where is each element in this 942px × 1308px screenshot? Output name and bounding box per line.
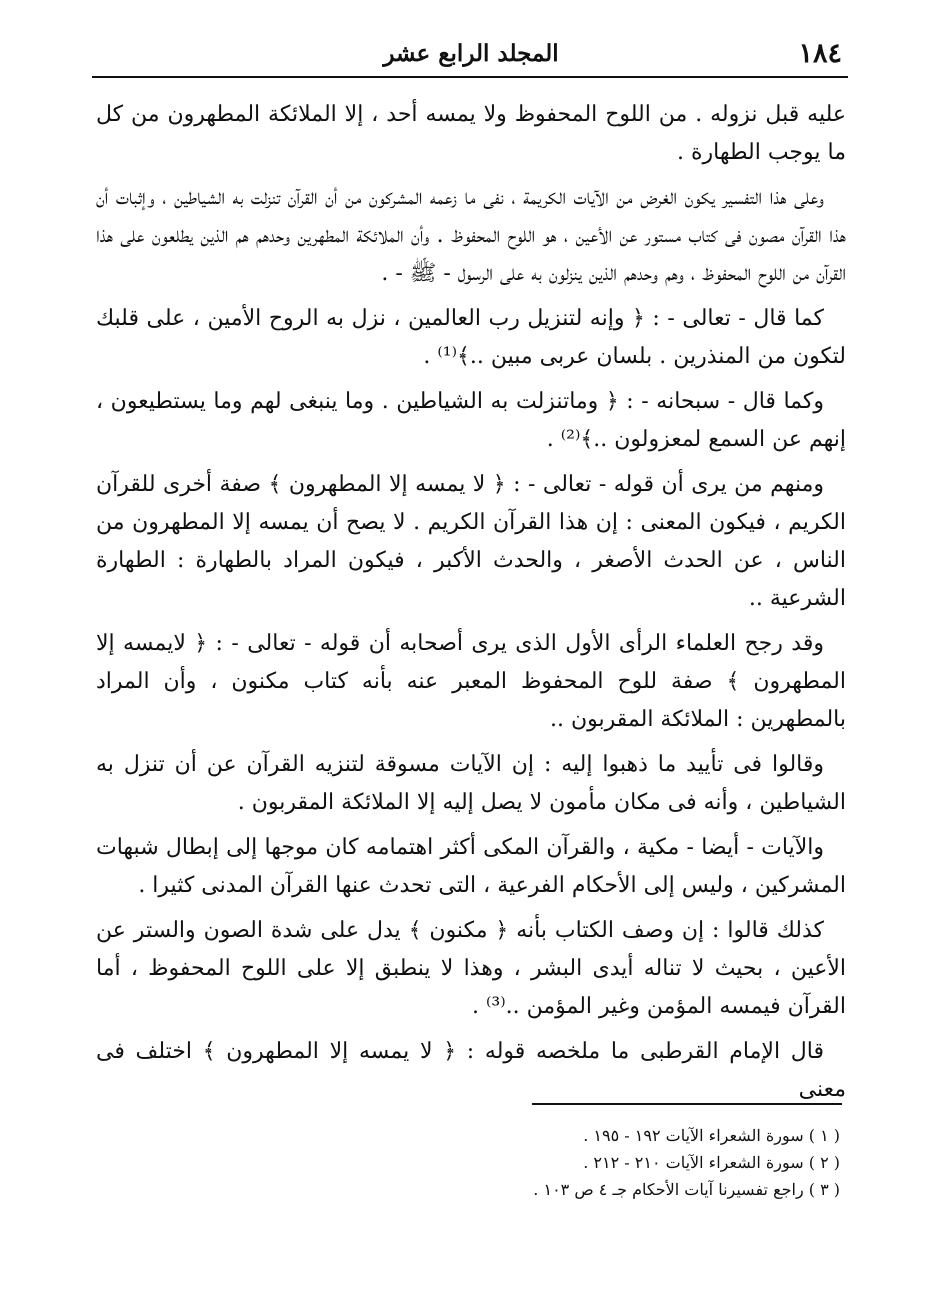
body-text — [96, 96, 846, 1116]
footnote: ( ١ ) سورة الشعراء الآيات ١٩٢ - ١٩٥ . — [583, 1126, 840, 1145]
paragraph: عليه قبل نزوله . من اللوح المحفوظ ولا يمسه أحد ، إلا الملائكة المطهرون من كل ما يوجب الطهارة . — [96, 102, 846, 165]
page-header — [88, 28, 854, 76]
footnote: ( ٣ ) راجع تفسيرنا آيات الأحكام جـ ٤ ص ١٠٣ . — [533, 1180, 840, 1199]
header-rule — [92, 76, 848, 78]
footnote-rule — [532, 1103, 842, 1105]
footnotes — [96, 1122, 840, 1203]
paragraph: وقد رجح العلماء الرأى الأول الذى يرى أصحابه أن قوله - تعالى - : ﴿ لايمسه إلا المطهرون ﴾ صفة للوح المحفوظ المعبر عنه بأنه كتاب مكنون ، وأن المراد بالمطهرين : الملائكة المقربون .. — [96, 631, 846, 732]
paragraph: قال الإمام القرطبى ما ملخصه قوله : ﴿ لا يمسه إلا المطهرون ﴾ اختلف فى معنى — [96, 1039, 846, 1102]
paragraph: والآيات - أيضا - مكية ، والقرآن المكى أكثر اهتمامه كان موجها إلى إبطال شبهات المشركين ، وليس إلى الأحكام الفرعية ، التى تحدث عنها القرآن المدنى كثيرا . — [96, 835, 846, 898]
paragraph: وقالوا فى تأييد ما ذهبوا إليه : إن الآيات مسوقة لتنزيه القرآن عن أن تنزل به الشياطين ، وأنه فى مكان مأمون لا يصل إليه إلا الملائكة المقربون . — [96, 752, 846, 815]
paragraph: وكما قال - سبحانه - : ﴿ وماتنزلت به الشياطين . وما ينبغى لهم وما يستطيعون ، إنهم عن السمع لمعزولون ..﴾⁽²⁾ . — [96, 389, 846, 452]
page-number: ١٨٤ — [798, 38, 842, 69]
paragraph: كذلك قالوا : إن وصف الكتاب بأنه ﴿ مكنون ﴾ يدل على شدة الصون والستر عن الأعين ، بحيث لا تناله أيدى البشر ، وهذا لا ينطبق إلا على اللوح المحفوظ ، أما القرآن فيمسه المؤمن وغير المؤمن ..⁽³⁾ . — [96, 918, 846, 1019]
running-title: المجلد الرابع عشر — [383, 40, 559, 67]
paragraph: ومنهم من يرى أن قوله - تعالى - : ﴿ لا يمسه إلا المطهرون ﴾ صفة أخرى للقرآن الكريم ، فيكون المعنى : إن هذا القرآن الكريم . لا يصح أن يمسه إلا المطهرون من الناس ، عن الحدث الأصغر ، والحدث الأكبر ، فيكون المراد بالطهارة : الطهارة الشرعية .. — [96, 472, 846, 611]
paragraph: كما قال - تعالى - : ﴿ وإنه لتنزيل رب العالمين ، نزل به الروح الأمين ، على قلبك لتكون من المنذرين . بلسان عربى مبين ..﴾⁽¹⁾ . — [96, 306, 846, 369]
paragraph: وعلى هذا التفسير يكون الغرض من الآيات الكريمة ، نفى ما زعمه المشركون من أن القرآن تنزلت به الشياطين ، وإثبات أن هذا القرآن مصون فى كتاب مستور عن الأعين ، هو اللوح المحفوظ . وأن الملائكة المطهرين وحدهم هم الذين يطلعون على هذا القرآن من اللوح المحفوظ ، وهم وحدهم الذين ينزلون به على الرسول - ﷺ - . — [96, 185, 846, 286]
footnote: ( ٢ ) سورة الشعراء الآيات ٢١٠ - ٢١٢ . — [583, 1153, 840, 1172]
